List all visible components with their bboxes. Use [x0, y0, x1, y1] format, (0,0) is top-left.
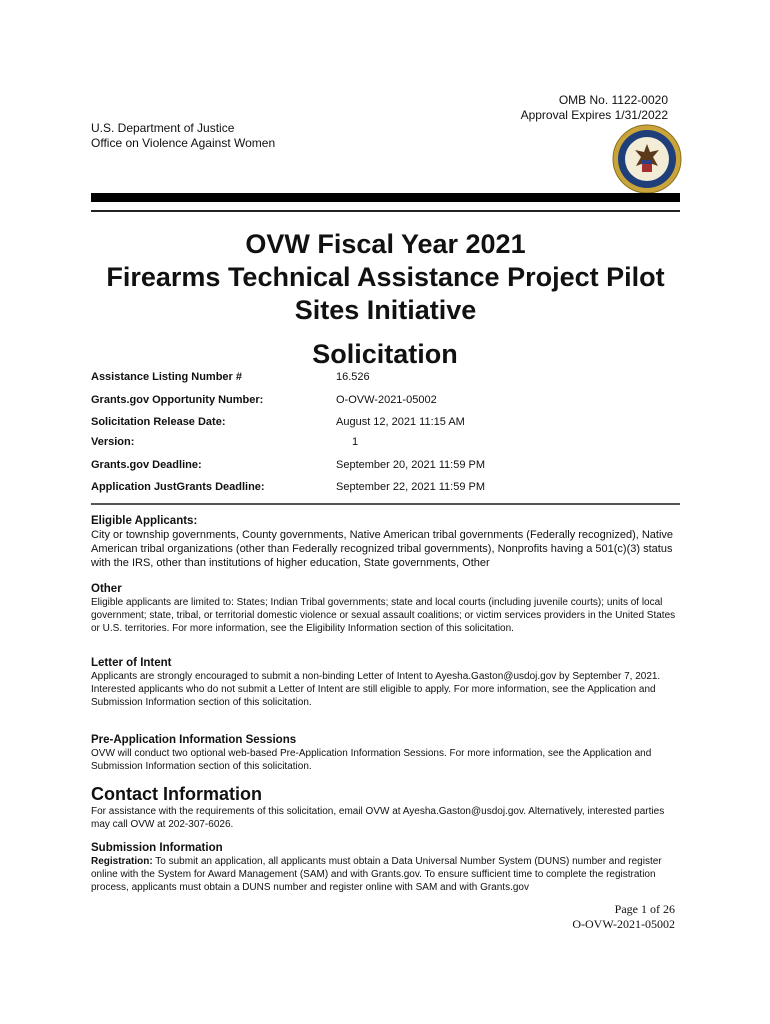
meta-label: Solicitation Release Date:	[91, 416, 226, 428]
section-text: City or township governments, County governments, Native American tribal governments (Federally recognized), Native American tribal organizations (other than Federally recognized tribal governments), Nonprofits having a 501(c)(3) status with the IRS, other than institutions of higher education, State governments, Other	[91, 529, 674, 569]
footer-doc-number: O-OVW-2021-05002	[572, 917, 675, 931]
office-name: Office on Violence Against Women	[91, 136, 276, 150]
section-text: Applicants are strongly encouraged to submit a non-binding Letter of Intent to Ayesha.Gaston@usdoj.gov by September 7, 2021. Interested applicants who do not submit a Letter of Intent are still eligible to apply. For more information, see the Application and Submission Information section of this solicitation.	[91, 671, 661, 708]
meta-value: September 22, 2021 11:59 PM	[336, 481, 486, 493]
registration-label: Registration:	[91, 856, 153, 867]
meta-value: 1	[352, 436, 359, 448]
department-name: U.S. Department of Justice	[91, 121, 235, 135]
omb-info	[521, 93, 668, 123]
meta-label: Grants.gov Opportunity Number:	[91, 394, 264, 406]
header-divider-thin	[91, 210, 680, 212]
meta-label: Assistance Listing Number #	[91, 371, 242, 383]
meta-row-release-date	[91, 414, 591, 430]
document-title	[91, 228, 680, 327]
meta-row-justgrants-deadline	[91, 479, 591, 495]
meta-value: O-OVW-2021-05002	[336, 394, 437, 406]
registration-text: To submit an application, all applicants must obtain a Data Universal Number System (DUNS) number and register online with the System for Award Management (SAM) and with Grants.gov. To ensure sufficient time to complete the registration process, applicants must obtain a DUNS number and register online with SAM and with Grants.gov	[91, 856, 662, 893]
meta-label: Application JustGrants Deadline:	[91, 481, 265, 493]
section-heading: Pre-Application Information Sessions	[91, 734, 297, 746]
doj-seal-icon	[612, 124, 682, 194]
page-footer	[572, 902, 675, 932]
meta-row-version	[91, 434, 591, 450]
meta-row-assistance-listing	[91, 369, 591, 385]
section-text: OVW will conduct two optional web-based Pre-Application Information Sessions. For more information, see the Application and Submission Information section of this solicitation.	[91, 748, 652, 772]
section-text: For assistance with the requirements of this solicitation, email OVW at Ayesha.Gaston@usdoj.gov. Alternatively, interested parties may call OVW at 202-307-6026.	[91, 806, 665, 830]
title-line-1: OVW Fiscal Year 2021	[245, 229, 526, 259]
approval-expires: Approval Expires 1/31/2022	[520, 108, 668, 122]
section-divider	[91, 503, 680, 505]
section-heading: Submission Information	[91, 842, 223, 854]
meta-value: August 12, 2021 11:15 AM	[336, 416, 465, 428]
header-divider-thick	[91, 193, 680, 202]
meta-label: Grants.gov Deadline:	[91, 459, 202, 471]
agency-block	[91, 121, 275, 151]
omb-number: OMB No. 1122-0020	[558, 93, 668, 107]
document-subtitle: Solicitation	[312, 339, 458, 369]
meta-row-opportunity-number	[91, 392, 591, 408]
meta-label: Version:	[91, 436, 135, 448]
section-text: Eligible applicants are limited to: States; Indian Tribal governments; state and local courts (including juvenile courts); units of local government; state, tribal, or territorial domestic violence or sexual assault coalitions; or victim services providers in the United States or U.S. territories. For more information, see the Eligibility Information section of this solicitation.	[91, 597, 676, 634]
section-heading: Eligible Applicants:	[91, 515, 198, 527]
submission-section	[91, 841, 681, 894]
section-heading: Other	[91, 583, 122, 595]
section-heading: Contact Information	[91, 784, 262, 804]
section-heading: Letter of Intent	[91, 657, 172, 669]
letter-of-intent-section	[91, 656, 681, 709]
pre-application-section	[91, 733, 681, 773]
section-text	[91, 855, 681, 894]
title-line-2: Firearms Technical Assistance Project Pilot	[106, 262, 665, 292]
title-line-3: Sites Initiative	[294, 295, 477, 325]
eligible-applicants-section	[91, 514, 681, 570]
page-number: Page 1 of 26	[614, 902, 675, 916]
contact-section	[91, 783, 681, 831]
meta-value: 16.526	[336, 371, 370, 383]
other-section	[91, 582, 681, 635]
meta-value: September 20, 2021 11:59 PM	[336, 459, 486, 471]
meta-row-grants-deadline	[91, 457, 591, 473]
